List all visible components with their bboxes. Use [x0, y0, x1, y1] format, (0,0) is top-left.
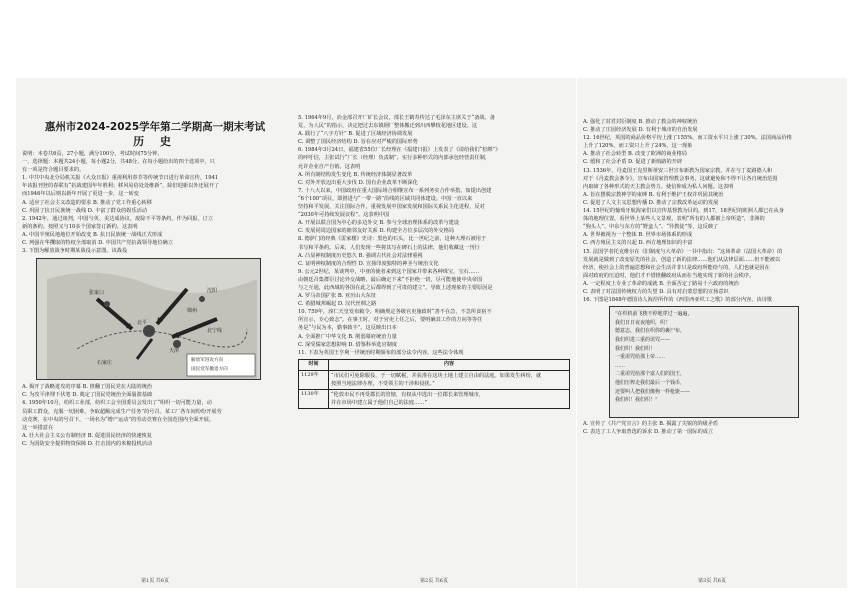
text-line: 所宣示，专心致志”。在事王时，对于官吏上任之后，要明确其工作的方向等等任	[298, 317, 483, 324]
text-line: 员职工群众，克服一切困难，争取超额完成生产任务”的号召。某工厂各车间纷纷开展劳	[22, 408, 222, 415]
text-line: A. 适应了社会主义改造的要求 B. 推动了党工作重心转移	[22, 199, 152, 206]
map-label-shenyang: 沈阳	[207, 288, 218, 295]
text-line: 一、选择题：本题共24小题，每小题2分，共48分。在每小题给出的四个选项中，只	[22, 159, 215, 166]
text-line: C. 对外开放迈出重大步伐 D. 国有企业改革不断深化	[298, 179, 418, 186]
text-line: A. 开展以联合国为中心的多边外交 B. 参与全球治理体系的改革与建设	[298, 220, 460, 227]
text-line: 经济，使社会上的普遍思想和社会生活并非只是政府所能给与的，人们也就是因在	[583, 264, 770, 271]
exam-page-1	[16, 78, 294, 588]
text-line: C. 推动了庄园经济发展 D. 有利于城市的自治发展	[583, 127, 698, 134]
map-label-beiping: 北平	[137, 320, 148, 327]
text-line: 面对政府的压迫时，他们才不惜推翻政府从而在当地实现了新的社会秩序。	[583, 272, 755, 279]
text-line: C. 促进了人文主义思想传播 D. 推动了宗教改革运动的发展	[583, 199, 719, 206]
text-line: “狗头人”、中东与东方的“野蛮人”、“异教徒”等，这反映了	[583, 224, 719, 231]
text-line: 3. 下图为解放战争时期某战役示意图。该战役	[22, 248, 128, 255]
table-cell-content: “市民们可免除服役、于一切赋税，并获准在这块土地上建立自由的法庭。如果发生纠纷，就 按照当地法律办理，不受领主的干涉和侵扰。”	[329, 370, 570, 389]
text-line: 荒、为人民”的指示，决定把过去东镇钢厂整体搬迁到川西攀枝花地区建设。这	[298, 123, 478, 130]
text-line: 而1946年以后则以新年开展了更进一步，这一转变	[22, 191, 139, 198]
text-line: 对于《丹麦教会条令》，宣布由国家管理教会事务，这就避免和不得不让各自统治范围	[583, 175, 778, 182]
page1-questions-continued	[22, 399, 288, 448]
text-line: A. 强化了封君封臣制度 B. 推动了教会的神权统治	[583, 119, 698, 125]
text-line: 内取缔了各种形式的天主教会势力。使信仰成为私人问题。这表明	[583, 183, 734, 190]
table-row	[299, 389, 570, 408]
text-line: 我们日日夜夜地织，织！	[615, 319, 671, 326]
text-line: 15. 法国学者托克维尔在《旧制度与大革命》一书中指出：“这场革命（法国大革命）的	[583, 248, 783, 255]
text-line: 的呼吁信，主张试行“厂长（经理）负责制”，实行多种形式的内部承包经营责任制，	[298, 155, 491, 162]
text-line: 11. 下表为英国王亨利一世统治时期颁布的部分法令内容。这些法令体现	[298, 349, 464, 356]
poem-lines	[615, 310, 793, 405]
text-line: 上升了120%，而工资只上升了24%，这一现象	[583, 143, 693, 150]
battle-map-graphic	[37, 259, 261, 380]
text-line: “2030年可持续发展议程”。这表明中国	[298, 212, 390, 219]
text-line: A. 中国半殖民地地位开始改变 B. 抗日民族统一战线正式形成	[22, 231, 163, 238]
text-line: 我们织！我们织！”	[615, 397, 658, 404]
text-line: 14. 15世纪的葡萄牙航海家们以宣传基督教为目的，到17、18世纪的欧洲人都已在从身	[583, 208, 784, 215]
text-line: 坚持和平发展，关注国际合作。重视发展中国家发展和国际关系民主化进程，反对	[298, 204, 485, 211]
text-line: C. 巩固了抗日民族统一战线 D. 丰富了群众的娱乐活动	[22, 207, 147, 214]
text-line: C. 表明了对法国传统权力的失望 D. 具有对启蒙思想的宣扬意识	[583, 288, 729, 295]
map-label-railway: 北宁线	[207, 328, 223, 335]
text-line: A. 世界被视为一个整体 B. 世界市场体系的形成	[583, 232, 693, 239]
page3-questions	[583, 118, 841, 304]
text-line: 4. 1950年10月，纺织工业部，纺织工会全国委员会发出了“组织一切可能力量，动	[22, 400, 212, 407]
text-line: A. 壮大社会主义公有制经济 B. 促进国民经济的快速恢复	[22, 432, 152, 439]
question16-options	[583, 420, 841, 436]
table-cell-year: 1129年	[299, 370, 329, 389]
page3-footer: 第3页 共6页	[698, 578, 726, 584]
law-table	[298, 359, 570, 409]
text-line: C. 西方殖民主义的兴起 D. 西方地理知识的丰富	[583, 240, 693, 247]
text-line: 10. 759年，淳仁天皇发布敕令，明确规定各级官吏施政时“善不在急，不急所食宿不	[298, 309, 492, 316]
map-legend-retreat: 国民党军撤退方向	[191, 367, 228, 373]
text-line: C. 缓和了社会矛盾 D. 促进了新航路的开辟	[583, 159, 683, 166]
page1-questions	[22, 150, 288, 255]
text-line: 务是“与民为本，勤事致丰”。这反映出日本	[298, 325, 397, 332]
text-line: 他们压榨走我们最后一个钱币，	[615, 379, 686, 386]
text-line: A. 旨在摆脱宗教神学的束缚 B. 有利于维护王权并巩固其统治	[583, 191, 724, 198]
text-line: 5. 1964年9月，冶金部召开厂矿长会议，部长王鹤寿传达了毛泽东主席关于“备战、备	[298, 115, 495, 121]
text-line: 这一举措意在	[22, 424, 54, 431]
text-line: 13. 1536年，丹麦国王克里斯蒂安三世宣布新教为国家宗教，并在与丁麦路德人和	[583, 167, 773, 174]
text-line: A. 凸显神权制度历史悠久 B. 强调古代社会对法律重视	[298, 252, 423, 259]
text-line: C. 证明神权制度的合理性 D. 宣扬印度独特的神圣与统治文化	[298, 260, 439, 267]
text-line: A. 所有制结构发生变化 B. 传统经济体制显著改革	[298, 171, 413, 178]
text-line: 9. 公元2世纪，某谈判中，中亚的使者来到这个国家并带来各种珠宝，宝石……	[298, 268, 480, 275]
page2-questions	[298, 114, 570, 357]
text-line: 体的地理位置，看世界上某些人文景观，表明“所有的人都被上帝所造”，非洲的	[583, 216, 765, 223]
map-label-tianjin: 天津	[169, 348, 180, 355]
text-line: C. 为国防安全提供物资保障 D. 打击国内的米棉投机活动	[22, 440, 153, 447]
map-label-jinzhou: 锦州	[187, 308, 198, 315]
text-line: C. 表达了工人争取普选的诉求 D. 推动了第一国际的成立	[583, 429, 714, 436]
text-line: C. 列强在华攫取的特权全部取消 D. 中国共产党抗战领导地位确立	[22, 240, 173, 247]
table-cell-content: “伦敦市民不再受郡长的管辖，有权从中选出一位郡长来管理城市， 并在市场中建立属于他们自己的法庭……”	[329, 389, 570, 408]
text-line: ……	[615, 362, 625, 369]
text-line: 动竞赛，在中央的号召下，一场名为“增产运动”的劳动竞赛在全国范围内全面开展。	[22, 416, 215, 423]
text-line: 1. 中共中央北分局机关报《大众日报》重视利用春节等传统节日进行革命宣传。1941	[22, 175, 219, 182]
text-line: 说明：本卷共6页，27小题，满分100分，考试时间75分钟。	[22, 151, 163, 157]
battle-map	[36, 258, 261, 380]
text-line: 允许企业自产自销。这表明	[298, 163, 361, 170]
text-line: A. 一定程度上专业了革命的成就 B. 全面否定了路易十六政府的统治	[583, 280, 739, 287]
page2-footer: 第2页 共6页	[420, 578, 448, 584]
text-line: 12. 16世纪，英国的商品价格平均上涨了155%，而工资水平只上涨了30%。法国商品价格	[583, 135, 792, 142]
text-line: 书写和平条约。后来，人们发现一些将其写在碑石上的法律，他们收藏这一刊行	[298, 244, 480, 251]
text-line: 德意志，我们在织你的裹尸布，	[615, 328, 686, 335]
text-line: 6. 1984年3月24日，福建省55位厂长经理在《福建日报》上发表了《请给我们“松绑”》	[298, 147, 501, 154]
exam-subject: 历 史	[133, 135, 177, 148]
text-line: 2. 1942年，通过谈判，中国与英、美达成协议，废除不平等条约。作为回报，订立	[22, 215, 213, 222]
text-line: 发展就是做到了改变原先的社会，创造了新的法律……他们从法律层面……但不能被以	[583, 256, 781, 263]
text-line: 年该报刊登的春联有“抗战建国年年胜利；移风易俗处处维新”，除旧迎新以外还展开了	[22, 183, 220, 190]
text-line: 二重诅咒给那个富人们的国王，	[615, 371, 686, 378]
exam-page-3	[577, 78, 847, 588]
text-line: C. 希腊城邦崛起 D. 汉代丝绸之路	[298, 301, 377, 308]
text-line: 由朝廷召集群臣讨论外交战略，最后确定下来“不拒绝一切，尽可能地使中央帝国	[298, 276, 483, 283]
text-line: 与之互通，此西域的各国在此之后都得到了可贵的建立”。导致上述现象的主要原因是	[298, 284, 493, 291]
text-line: 还要叫人把我们像狗一样枪毙——	[615, 388, 691, 395]
text-line: A. 推动了社会转型 B. 改变了欧洲的商业格局	[583, 151, 687, 158]
text-line: “在织机前飞梭不停地穿过一遍遍，	[615, 311, 693, 318]
table-cell-year: 1130年	[299, 389, 329, 408]
text-line: C. 深受儒家思想影响 D. 借鉴科举选官制度	[298, 341, 398, 348]
map-legend-attack: 解放军进攻方向	[191, 358, 224, 364]
text-line: A. 罗马帝国扩张 B. 亚历山大东征	[298, 293, 377, 300]
text-line: A. 全面推广中华文化 B. 削弱幕府统治力量	[298, 333, 397, 340]
page1-footer: 第1页 共6页	[141, 578, 169, 584]
text-line: 有一项是符合题目要求的。	[22, 167, 85, 174]
text-line: C. 调整了国民经济结构 D. 旨在应对严峻的国际形势	[298, 139, 418, 146]
table-header-content: 内容	[329, 359, 570, 370]
text-line: “6个100”项目，即推进与“一带一路”沿线的区域共同体建设。中国一直以来	[298, 195, 473, 202]
text-line: A. 宣传了《共产党宣言》的主张 B. 揭露了尖锐的阶级矛盾	[583, 421, 719, 428]
text-line: A. 揭开了战略进攻的序幕 B. 推翻了国民党在大陆的统治	[22, 384, 152, 391]
text-line: 我们织进三重的诅咒——	[615, 336, 671, 343]
text-line: C. 发展同周边国家的睦邻友好关系 D. 构建全方位多层次的外交格局	[298, 228, 455, 235]
text-line: C. 为攻平津埋下伏笔 D. 奠定了国民党统治全面崩溃基础	[22, 392, 153, 399]
map-label-shijiazhuang: 石家庄	[97, 360, 113, 367]
exam-title: 惠州市2024-2025学年第二学期高一期末考试	[44, 121, 266, 133]
question3-options	[22, 383, 288, 399]
text-line: 新的条约。按照又与10多个国家签订新约。这表明	[22, 223, 138, 230]
poem-excerpt-box	[609, 306, 799, 418]
table-row	[299, 370, 570, 389]
text-line: 16. 下图是1848年德国诗人海涅所作的《西里西亚织工之歌》的部分内容。该诗歌	[583, 297, 773, 304]
exam-page-2	[292, 78, 576, 588]
text-line: 我们织！我们织！	[615, 345, 656, 352]
table-header-time: 时间	[299, 359, 329, 370]
text-line: 8. 德萨门的经典《雷家楼》史诗：黑色的石头，比一世纪之前，这种大理石被用于	[298, 236, 487, 243]
text-line: A. 践行了“八字方针” B. 促进了区域经济协调发展	[298, 131, 413, 138]
text-line: 一重诅咒给那上帝……	[615, 354, 666, 361]
map-label-zhangjiakou: 张家口	[89, 290, 105, 297]
text-line: 7. 十八大以来，中国政府在重大国际场合相继宣布一系列务实合作举措。如提出创建	[298, 187, 492, 194]
